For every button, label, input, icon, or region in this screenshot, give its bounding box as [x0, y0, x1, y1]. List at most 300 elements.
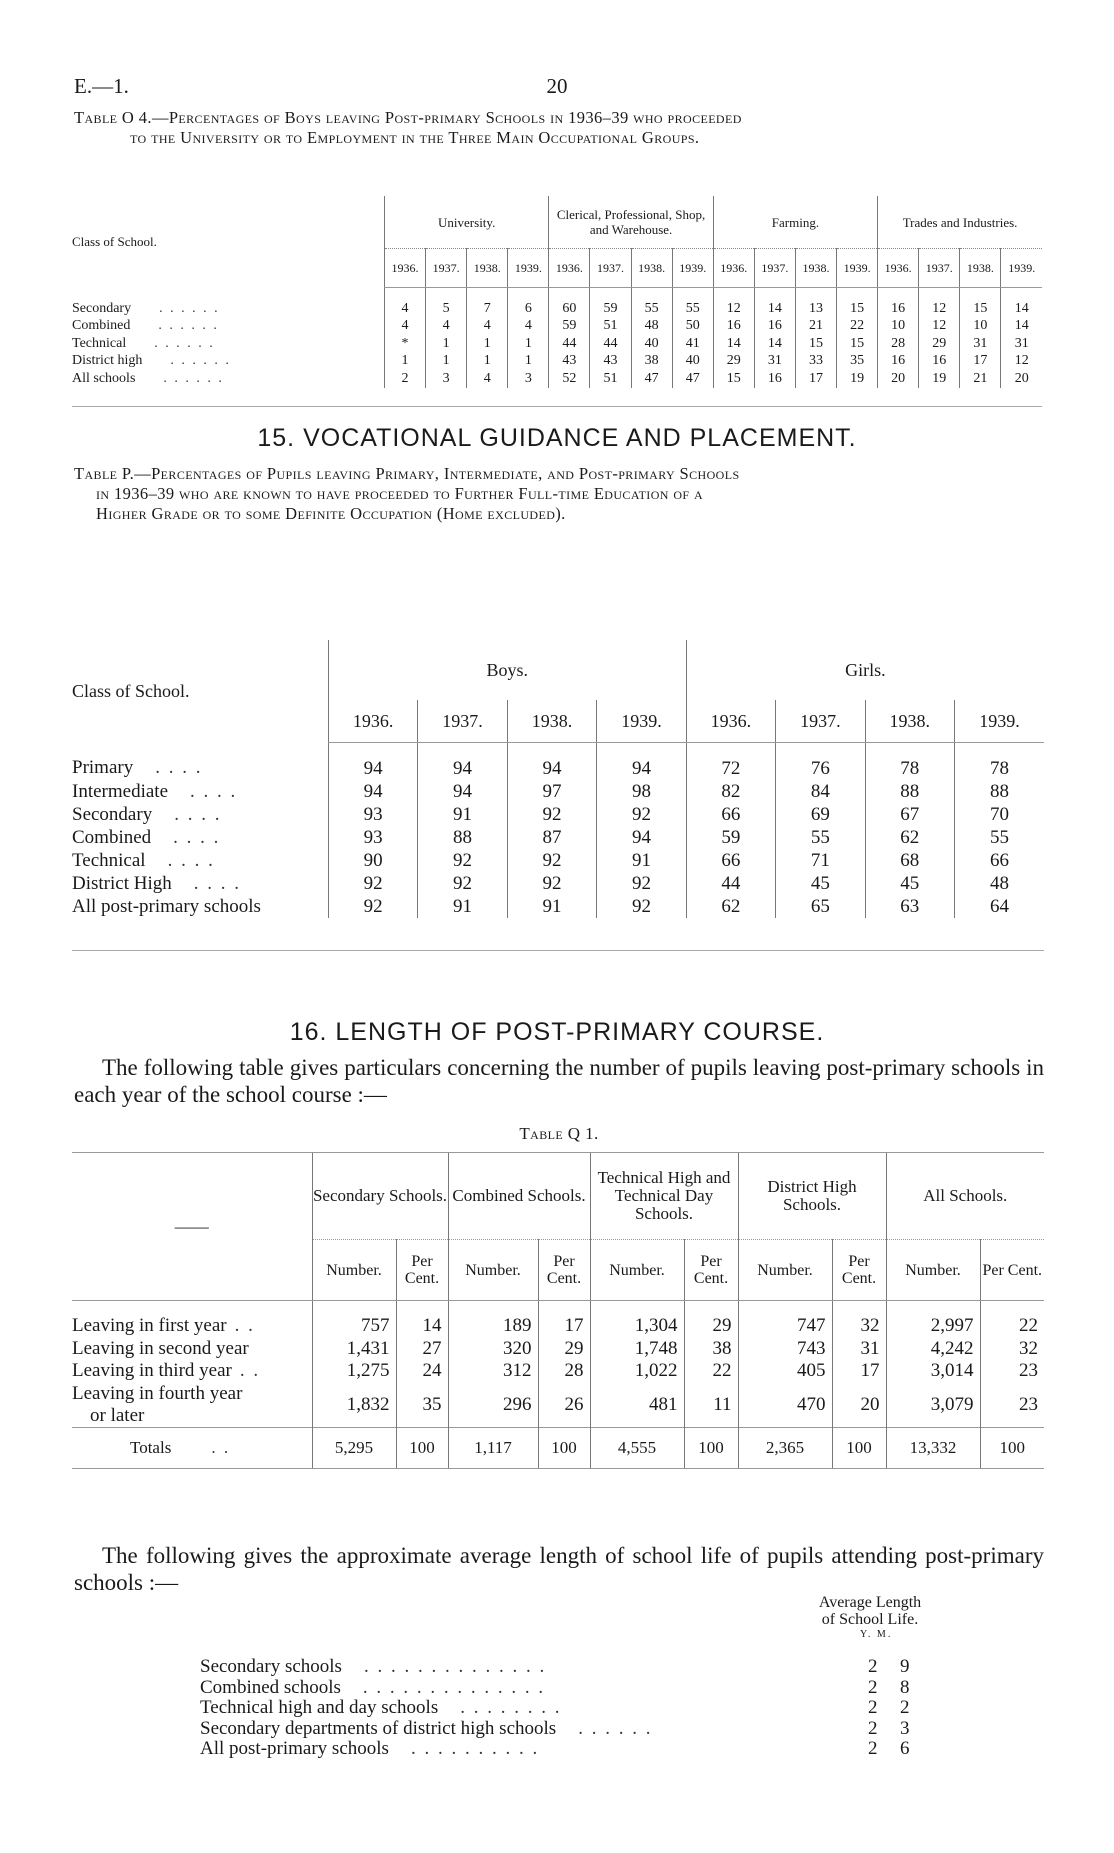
- table-cell: 12: [919, 318, 960, 336]
- totals-cell: 100: [980, 1427, 1044, 1468]
- table-cell: 72: [686, 743, 775, 781]
- table-cell: 51: [590, 318, 631, 336]
- table-cell: 88: [955, 780, 1044, 803]
- table-cell: 16: [754, 318, 795, 336]
- row-label: [72, 1301, 312, 1338]
- table-cell: 91: [507, 895, 596, 918]
- table-cell: 48: [955, 872, 1044, 895]
- school-life-label-text: All post-primary schools: [200, 1738, 389, 1759]
- row-label-text: All post-primary schools: [72, 895, 261, 917]
- table-cell: 35: [837, 353, 878, 371]
- table-cell: 88: [418, 826, 507, 849]
- row-label: [72, 288, 385, 318]
- table-cell: 67: [865, 803, 954, 826]
- row-label: [72, 743, 328, 781]
- year-header: 1936.: [713, 249, 754, 288]
- table-cell: 3: [426, 370, 467, 388]
- number-header: Number.: [590, 1240, 684, 1301]
- section-16-intro: The following table gives particulars concerning the number of pupils leaving post-primary schools in each year of the school course :—: [74, 1055, 1044, 1107]
- row-label: [72, 318, 385, 336]
- year-header: 1936.: [686, 700, 775, 743]
- table-cell: 62: [686, 895, 775, 918]
- table-cell: 92: [418, 849, 507, 872]
- average-length-header-line1: Average Length: [818, 1594, 922, 1611]
- table-cell: 50: [672, 318, 713, 336]
- table-cell: 92: [418, 872, 507, 895]
- table-cell: 29: [713, 353, 754, 371]
- row-label-text: Combined: [72, 826, 152, 848]
- row-label-text: Technical: [72, 335, 127, 351]
- years-value: 2: [868, 1738, 878, 1759]
- table-cell: 78: [865, 743, 954, 781]
- average-length-header-line2: of School Life.: [821, 1611, 919, 1628]
- year-header: 1939.: [837, 249, 878, 288]
- table-cell: 29: [684, 1301, 738, 1338]
- table-cell: 15: [837, 288, 878, 318]
- months-value: 3: [900, 1717, 910, 1739]
- totals-cell: 4,555: [590, 1427, 684, 1468]
- table-cell: 4: [385, 288, 426, 318]
- year-header: 1937.: [754, 249, 795, 288]
- average-length-header: [800, 1594, 940, 1628]
- table-cell: 20: [878, 370, 919, 388]
- table-cell: 20: [832, 1383, 886, 1428]
- table-cell: 71: [776, 849, 865, 872]
- table-cell: 22: [684, 1360, 738, 1383]
- table-cell: 4: [385, 318, 426, 336]
- table-cell: 4,242: [886, 1338, 980, 1361]
- table-q1: [72, 1152, 1044, 1469]
- table-rule-row: [72, 388, 1042, 407]
- table-cell: 17: [795, 370, 836, 388]
- table-cell: 20: [1001, 370, 1042, 388]
- year-header: 1937.: [590, 249, 631, 288]
- table-cell: 16: [878, 353, 919, 371]
- table-cell: 92: [597, 803, 686, 826]
- table-p: [72, 640, 1044, 951]
- table-row: [72, 1301, 1044, 1338]
- row-label: [72, 335, 385, 353]
- table-cell: 312: [448, 1360, 538, 1383]
- table-cell: 4: [508, 318, 549, 336]
- years-months-units: Y. M.: [860, 1629, 893, 1640]
- table-cell: 1,431: [312, 1338, 396, 1361]
- table-cell: 4: [426, 318, 467, 336]
- table-p-caption: [74, 464, 1044, 524]
- year-header: 1939.: [672, 249, 713, 288]
- table-cell: 189: [448, 1301, 538, 1338]
- table-cell: 3,079: [886, 1383, 980, 1428]
- table-cell: 31: [960, 335, 1001, 353]
- number-header: Number.: [738, 1240, 832, 1301]
- year-header: 1938.: [960, 249, 1001, 288]
- school-life-intro: The following gives the approximate average length of school life of pupils attending post-primary schools :—: [74, 1543, 1044, 1595]
- table-cell: 97: [507, 780, 596, 803]
- table-cell: 23: [980, 1360, 1044, 1383]
- school-life-row: [200, 1738, 960, 1760]
- table-cell: 16: [878, 288, 919, 318]
- table-cell: 15: [795, 335, 836, 353]
- table-cell: 59: [549, 318, 590, 336]
- table-cell: 92: [328, 872, 417, 895]
- table-cell: 41: [672, 335, 713, 353]
- table-cell: 92: [597, 895, 686, 918]
- table-cell: 14: [1001, 288, 1042, 318]
- table-cell: 38: [684, 1338, 738, 1361]
- table-row: [72, 335, 1042, 353]
- table-cell: *: [385, 335, 426, 353]
- table-cell: 743: [738, 1338, 832, 1361]
- school-life-label-text: Secondary departments of district high schools: [200, 1717, 557, 1739]
- leader-dots: . . . . . .: [578, 1717, 653, 1739]
- table-cell: 12: [713, 288, 754, 318]
- school-life-label-text: Secondary schools: [200, 1656, 342, 1677]
- table-cell: 64: [955, 895, 1044, 918]
- table-o4-caption: [74, 108, 1044, 148]
- school-life-row: [200, 1656, 960, 1678]
- table-cell: 3,014: [886, 1360, 980, 1383]
- percent-header: Per Cent.: [396, 1240, 448, 1301]
- table-cell: 44: [549, 335, 590, 353]
- table-cell: 296: [448, 1383, 538, 1428]
- totals-label-text: Totals: [130, 1437, 172, 1457]
- table-o4: [72, 196, 1042, 407]
- table-cell: 4: [467, 318, 508, 336]
- table-cell: 87: [507, 826, 596, 849]
- percent-header: Per Cent.: [684, 1240, 738, 1301]
- table-p-caption-line3: Higher Grade or to some Definite Occupation (Home excluded).: [96, 504, 566, 523]
- leader-dots: . . . . . . . . . .: [410, 1738, 540, 1759]
- leader-dots: . . . . . .: [163, 370, 224, 386]
- table-p-body: [72, 743, 1044, 951]
- group-header-combined: Combined Schools.: [448, 1153, 590, 1240]
- months-value: 2: [900, 1697, 910, 1718]
- table-cell: 21: [960, 370, 1001, 388]
- school-life-row: [200, 1677, 960, 1699]
- row-label-continuation: or later: [90, 1404, 145, 1426]
- table-cell: 69: [776, 803, 865, 826]
- group-header-boys: Boys.: [328, 640, 686, 700]
- school-life-label: [200, 1677, 840, 1699]
- table-cell: 91: [418, 895, 507, 918]
- table-cell: 14: [713, 335, 754, 353]
- leader-dots: . . . . . . . . . . . . . .: [363, 1656, 547, 1677]
- table-cell: 1,748: [590, 1338, 684, 1361]
- row-label-text: Leaving in third year: [72, 1360, 232, 1382]
- table-cell: 1,022: [590, 1360, 684, 1383]
- table-cell: 48: [631, 318, 672, 336]
- table-row: [72, 318, 1042, 336]
- group-header-farming: Farming.: [713, 196, 877, 249]
- table-row: [72, 1360, 1044, 1383]
- table-p-caption-line2: in 1936–39 who are known to have proceeded to Further Full-time Education of a: [96, 484, 704, 503]
- table-cell: 98: [597, 780, 686, 803]
- leader-dots: . . . . . .: [170, 353, 231, 369]
- school-life-label: [200, 1656, 840, 1678]
- row-label: [72, 1360, 312, 1383]
- percent-header: Per Cent.: [832, 1240, 886, 1301]
- table-cell: 17: [832, 1360, 886, 1383]
- table-cell: 94: [507, 743, 596, 781]
- percent-header: Per Cent.: [538, 1240, 590, 1301]
- table-cell: 92: [507, 803, 596, 826]
- table-row: [72, 803, 1044, 826]
- leader-dots: . .: [211, 1437, 231, 1457]
- document-code: E.—1.: [74, 74, 129, 98]
- table-cell: 94: [328, 743, 417, 781]
- group-header-secondary: Secondary Schools.: [312, 1153, 448, 1240]
- table-row: [72, 849, 1044, 872]
- group-header-technical: Technical High and Technical Day Schools.: [590, 1153, 738, 1240]
- years-value: 2: [868, 1697, 878, 1718]
- table-cell: 405: [738, 1360, 832, 1383]
- table-cell: 1: [508, 353, 549, 371]
- table-cell: 1: [426, 353, 467, 371]
- table-cell: 91: [597, 849, 686, 872]
- row-label-text: Technical: [72, 849, 146, 871]
- year-header: 1938.: [865, 700, 954, 743]
- row-label: [72, 370, 385, 388]
- row-label-text: Leaving in first year: [72, 1315, 227, 1337]
- group-header-all-schools: All Schools.: [886, 1153, 1044, 1240]
- row-label-text: Leaving in fourth year: [72, 1382, 243, 1404]
- table-cell: 44: [686, 872, 775, 895]
- table-row: [72, 1338, 1044, 1361]
- table-header-row: [72, 1153, 1044, 1240]
- table-cell: 93: [328, 803, 417, 826]
- row-label-text: Leaving in second year: [72, 1337, 249, 1359]
- table-cell: 21: [795, 318, 836, 336]
- table-row: [72, 826, 1044, 849]
- row-label: [72, 872, 328, 895]
- group-header-clerical: Clerical, Professional, Shop, and Warehouse.: [549, 196, 713, 249]
- table-cell: 7: [467, 288, 508, 318]
- table-p-caption-line1: Table P.—Percentages of Pupils leaving Primary, Intermediate, and Post-primary Schools: [74, 464, 740, 483]
- table-cell: 51: [590, 370, 631, 388]
- table-cell: 92: [597, 872, 686, 895]
- year-header: 1938.: [467, 249, 508, 288]
- year-header: 1937.: [919, 249, 960, 288]
- school-life-row: [200, 1697, 960, 1719]
- leader-dots: . . . .: [155, 757, 203, 779]
- table-cell: 6: [508, 288, 549, 318]
- school-life-label-text: Technical high and day schools: [200, 1697, 439, 1718]
- leader-dots: . . . .: [173, 826, 221, 848]
- leader-dots: . . . . . .: [158, 318, 219, 334]
- year-header: 1937.: [776, 700, 865, 743]
- school-life-label: [200, 1738, 840, 1760]
- year-header: 1939.: [597, 700, 686, 743]
- table-cell: 59: [686, 826, 775, 849]
- percent-header: Per Cent.: [980, 1240, 1044, 1301]
- class-of-school-header: Class of School.: [72, 233, 157, 249]
- table-cell: 15: [960, 288, 1001, 318]
- table-cell: 1,304: [590, 1301, 684, 1338]
- table-cell: 1,275: [312, 1360, 396, 1383]
- row-label-text: Combined: [72, 318, 131, 334]
- table-cell: 32: [980, 1338, 1044, 1361]
- totals-cell: 2,365: [738, 1427, 832, 1468]
- years-value: 2: [868, 1676, 878, 1698]
- table-cell: 24: [396, 1360, 448, 1383]
- table-cell: 5: [426, 288, 467, 318]
- table-cell: 26: [538, 1383, 590, 1428]
- totals-label: [72, 1427, 312, 1468]
- table-cell: 90: [328, 849, 417, 872]
- leader-dots: . . . .: [167, 849, 215, 871]
- table-cell: 92: [328, 895, 417, 918]
- year-header: 1939.: [508, 249, 549, 288]
- table-rule-row: [72, 918, 1044, 951]
- row-label: [72, 1383, 312, 1428]
- leader-dots: . . . .: [190, 780, 238, 802]
- table-cell: 29: [538, 1338, 590, 1361]
- leader-dots: . . . .: [174, 803, 222, 825]
- table-row: [72, 1383, 1044, 1428]
- table-o4-caption-line2: to the University or to Employment in the Three Main Occupational Groups.: [130, 128, 700, 147]
- table-cell: 45: [776, 872, 865, 895]
- totals-row: [72, 1427, 1044, 1468]
- years-value: 2: [868, 1717, 878, 1739]
- table-cell: 13: [795, 288, 836, 318]
- table-o4-body: [72, 288, 1042, 407]
- table-cell: 43: [590, 353, 631, 371]
- table-row: [72, 353, 1042, 371]
- table-cell: 22: [980, 1301, 1044, 1338]
- group-header-trades: Trades and Industries.: [878, 196, 1042, 249]
- table-cell: 63: [865, 895, 954, 918]
- table-cell: 15: [837, 335, 878, 353]
- table-cell: 92: [507, 872, 596, 895]
- table-cell: 82: [686, 780, 775, 803]
- table-header-row: [72, 196, 1042, 249]
- table-cell: 55: [631, 288, 672, 318]
- table-cell: 52: [549, 370, 590, 388]
- row-label-text: Secondary: [72, 300, 132, 316]
- table-cell: 2,997: [886, 1301, 980, 1338]
- totals-cell: 1,117: [448, 1427, 538, 1468]
- table-o4-caption-line1: Table O 4.—Percentages of Boys leaving Post-primary Schools in 1936–39 who proceeded: [74, 108, 742, 127]
- table-cell: 10: [960, 318, 1001, 336]
- table-cell: 94: [418, 743, 507, 781]
- group-header-university: University.: [385, 196, 549, 249]
- class-of-school-header: Class of School.: [72, 680, 190, 701]
- table-cell: 88: [865, 780, 954, 803]
- leader-dots: . .: [239, 1360, 261, 1382]
- row-label-text: Primary: [72, 757, 134, 779]
- years-value: 2: [868, 1656, 878, 1677]
- table-cell: 1: [467, 335, 508, 353]
- table-cell: 19: [919, 370, 960, 388]
- year-header: 1936.: [878, 249, 919, 288]
- table-cell: 31: [754, 353, 795, 371]
- table-q1-title: Table Q 1.: [519, 1124, 599, 1143]
- row-label: [72, 895, 328, 918]
- year-header: 1937.: [426, 249, 467, 288]
- table-cell: 93: [328, 826, 417, 849]
- row-label: [72, 780, 328, 803]
- table-cell: 12: [919, 288, 960, 318]
- leader-dots: . . . . . .: [159, 300, 220, 316]
- table-cell: 14: [396, 1301, 448, 1338]
- totals-cell: 13,332: [886, 1427, 980, 1468]
- table-cell: 481: [590, 1383, 684, 1428]
- table-cell: 44: [590, 335, 631, 353]
- table-row: [72, 872, 1044, 895]
- totals-cell: 5,295: [312, 1427, 396, 1468]
- table-cell: 470: [738, 1383, 832, 1428]
- table-rule-cell: [72, 388, 1042, 407]
- table-cell: 16: [754, 370, 795, 388]
- table-cell: 320: [448, 1338, 538, 1361]
- table-cell: 47: [631, 370, 672, 388]
- table-cell: 1: [385, 353, 426, 371]
- table-cell: 78: [955, 743, 1044, 781]
- row-label: [72, 803, 328, 826]
- totals-cell: 100: [684, 1427, 738, 1468]
- table-cell: 66: [686, 803, 775, 826]
- row-label: [72, 1338, 312, 1361]
- row-label-text: District High: [72, 872, 172, 894]
- table-cell: 47: [672, 370, 713, 388]
- table-row: [72, 370, 1042, 388]
- table-cell: 10: [878, 318, 919, 336]
- table-row: [72, 895, 1044, 918]
- totals-cell: 100: [396, 1427, 448, 1468]
- school-life-row: [200, 1718, 960, 1740]
- number-header: Number.: [312, 1240, 396, 1301]
- table-cell: 40: [631, 335, 672, 353]
- table-cell: 1,832: [312, 1383, 396, 1428]
- leader-dots: . .: [234, 1315, 255, 1337]
- table-cell: 55: [955, 826, 1044, 849]
- table-cell: 16: [919, 353, 960, 371]
- row-label: [72, 849, 328, 872]
- table-cell: 12: [1001, 353, 1042, 371]
- row-label: [72, 353, 385, 371]
- table-cell: 2: [385, 370, 426, 388]
- table-cell: 65: [776, 895, 865, 918]
- table-cell: 45: [865, 872, 954, 895]
- table-cell: 16: [713, 318, 754, 336]
- months-value: 8: [900, 1676, 910, 1698]
- corner-dash: ——: [72, 1153, 312, 1301]
- table-cell: 28: [878, 335, 919, 353]
- year-header: 1938.: [795, 249, 836, 288]
- year-header: 1939.: [955, 700, 1044, 743]
- months-value: 6: [900, 1738, 910, 1759]
- table-cell: 84: [776, 780, 865, 803]
- leader-dots: . . . . . . . . . . . . . .: [362, 1676, 546, 1698]
- section-15-heading: 15. VOCATIONAL GUIDANCE AND PLACEMENT.: [257, 424, 857, 452]
- row-label-text: District high: [72, 353, 143, 369]
- table-cell: 35: [396, 1383, 448, 1428]
- table-cell: 17: [538, 1301, 590, 1338]
- year-header: 1938.: [631, 249, 672, 288]
- table-cell: 92: [507, 849, 596, 872]
- table-cell: 757: [312, 1301, 396, 1338]
- table-cell: 22: [837, 318, 878, 336]
- table-cell: 70: [955, 803, 1044, 826]
- table-cell: 4: [467, 370, 508, 388]
- row-label: [72, 826, 328, 849]
- table-cell: 43: [549, 353, 590, 371]
- table-cell: 40: [672, 353, 713, 371]
- table-cell: 14: [754, 288, 795, 318]
- totals-cell: 100: [538, 1427, 590, 1468]
- table-cell: 14: [754, 335, 795, 353]
- table-cell: 33: [795, 353, 836, 371]
